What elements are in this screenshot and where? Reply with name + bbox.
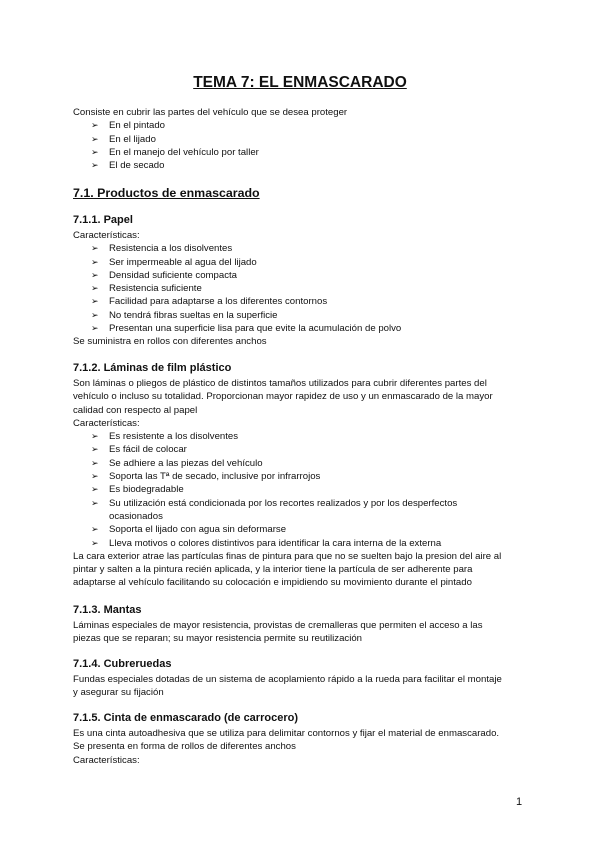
intro-text: Consiste en cubrir las partes del vehículo que se desea proteger bbox=[73, 107, 348, 118]
list-item: ➢ En el pintado bbox=[91, 120, 166, 132]
list-item: ➢ El de secado bbox=[91, 160, 165, 172]
paragraph-line: pintar y salten a la pintura recién aplicada, y la interior tiene la partícula de ser adherente para bbox=[73, 564, 473, 576]
papel-after-text: Se suministra en rollos con diferentes anchos bbox=[73, 336, 267, 348]
bullet-arrow-icon: ➢ bbox=[91, 497, 99, 508]
list-item: ➢ Presentan una superficie lisa para que evite la acumulación de polvo bbox=[91, 323, 402, 335]
papel-list bbox=[73, 242, 533, 335]
list-item: ➢ Es resistente a los disolventes bbox=[91, 431, 239, 443]
paragraph-line: Son láminas o pliegos de plástico de distintos tamaños utilizados para cubrir diferentes partes del bbox=[73, 378, 487, 389]
list-item: ➢ Resistencia a los disolventes bbox=[91, 243, 233, 255]
bullet-arrow-icon: ➢ bbox=[91, 323, 99, 334]
list-item-continuation: ocasionados bbox=[109, 510, 163, 522]
section-heading-cinta: 7.1.5. Cinta de enmascarado (de carrocero) bbox=[73, 712, 298, 724]
intro-list bbox=[73, 119, 533, 172]
bullet-arrow-icon: ➢ bbox=[91, 243, 99, 254]
paragraph-line: piezas que se reparan; su mayor resistencia permite su reutilización bbox=[73, 633, 363, 645]
papel-block bbox=[73, 229, 533, 349]
characteristics-label: Características: bbox=[73, 417, 140, 429]
section-heading-mantas: 7.1.3. Mantas bbox=[73, 604, 142, 616]
bullet-arrow-icon: ➢ bbox=[91, 296, 99, 307]
paragraph-line: adaptarse al vehículo facilitando su colocación e impidiendo su movimiento durante el pintado bbox=[73, 577, 472, 589]
paragraph-line: vehículo o incluso su totalidad. Proporcionan mayor rapidez de uso y un enmascarado de la mayor bbox=[73, 391, 493, 403]
list-item: ➢ Es biodegradable bbox=[91, 484, 184, 496]
bullet-arrow-icon: ➢ bbox=[91, 444, 99, 455]
section-heading-papel: 7.1.1. Papel bbox=[73, 214, 133, 226]
section-heading-7-1: 7.1. Productos de enmascarado bbox=[73, 186, 260, 200]
characteristics-label: Características: bbox=[73, 754, 140, 766]
list-item: ➢ En el manejo del vehículo por taller bbox=[91, 146, 259, 158]
bullet-arrow-icon: ➢ bbox=[91, 269, 99, 280]
paragraph-line: Es una cinta autoadhesiva que se utiliza para delimitar contornos y fijar el material de enmascarado. bbox=[73, 728, 500, 739]
list-item: ➢ Facilidad para adaptarse a los diferentes contornos bbox=[91, 296, 328, 308]
list-item: ➢ Se adhiere a las piezas del vehículo bbox=[91, 457, 263, 469]
intro-block bbox=[73, 106, 533, 172]
paragraph-line: calidad con respecto al papel bbox=[73, 404, 198, 416]
list-item: ➢ Densidad suficiente compacta bbox=[91, 269, 237, 281]
page-number: 1 bbox=[516, 796, 523, 808]
cinta-block bbox=[73, 727, 533, 767]
characteristics-label: Características: bbox=[73, 230, 140, 241]
list-item: ➢ Soporta el lijado con agua sin deformarse bbox=[91, 524, 287, 536]
bullet-arrow-icon: ➢ bbox=[91, 133, 99, 144]
bullet-arrow-icon: ➢ bbox=[91, 471, 99, 482]
list-item: ➢ Ser impermeable al agua del lijado bbox=[91, 256, 257, 268]
paragraph-line: La cara exterior atrae las partículas finas de pintura para que no se suelten bajo la presion del aire al bbox=[73, 550, 502, 562]
list-item: ➢ Es fácil de colocar bbox=[91, 444, 187, 456]
mantas-block bbox=[73, 619, 533, 646]
bullet-arrow-icon: ➢ bbox=[91, 537, 99, 548]
list-item: ➢ En el lijado bbox=[91, 133, 156, 145]
bullet-arrow-icon: ➢ bbox=[91, 283, 99, 294]
paragraph-line: Se presenta en forma de rollos de diferentes anchos bbox=[73, 741, 296, 753]
bullet-arrow-icon: ➢ bbox=[91, 160, 99, 171]
list-item: ➢ Resistencia suficiente bbox=[91, 283, 202, 295]
bullet-arrow-icon: ➢ bbox=[91, 256, 99, 267]
list-item: ➢ No tendrá fibras sueltas en la superficie bbox=[91, 309, 278, 321]
bullet-arrow-icon: ➢ bbox=[91, 146, 99, 157]
list-item: ➢ Su utilización está condicionada por los recortes realizados y por los desperfectos ocasionados bbox=[91, 497, 458, 522]
bullet-arrow-icon: ➢ bbox=[91, 120, 99, 131]
list-item: ➢ Lleva motivos o colores distintivos para identificar la cara interna de la externa bbox=[91, 537, 442, 549]
bullet-arrow-icon: ➢ bbox=[91, 524, 99, 535]
paragraph-line: Láminas especiales de mayor resistencia, provistas de cremalleras que permiten el acceso a las bbox=[73, 620, 483, 631]
laminas-block bbox=[73, 377, 533, 590]
section-heading-cubreruedas: 7.1.4. Cubreruedas bbox=[73, 658, 172, 670]
paragraph-line: y asegurar su fijación bbox=[73, 687, 164, 699]
list-item: ➢ Soporta las Tª de secado, inclusive por infrarrojos bbox=[91, 471, 321, 483]
bullet-arrow-icon: ➢ bbox=[91, 309, 99, 320]
bullet-arrow-icon: ➢ bbox=[91, 457, 99, 468]
bullet-arrow-icon: ➢ bbox=[91, 484, 99, 495]
page-title: TEMA 7: EL ENMASCARADO bbox=[193, 74, 407, 91]
section-heading-laminas: 7.1.2. Láminas de film plástico bbox=[73, 362, 232, 374]
cubreruedas-block bbox=[73, 673, 533, 700]
bullet-arrow-icon: ➢ bbox=[91, 431, 99, 442]
laminas-list bbox=[73, 430, 533, 550]
paragraph-line: Fundas especiales dotadas de un sistema de acoplamiento rápido a la rueda para facilitar el montaje bbox=[73, 674, 502, 685]
